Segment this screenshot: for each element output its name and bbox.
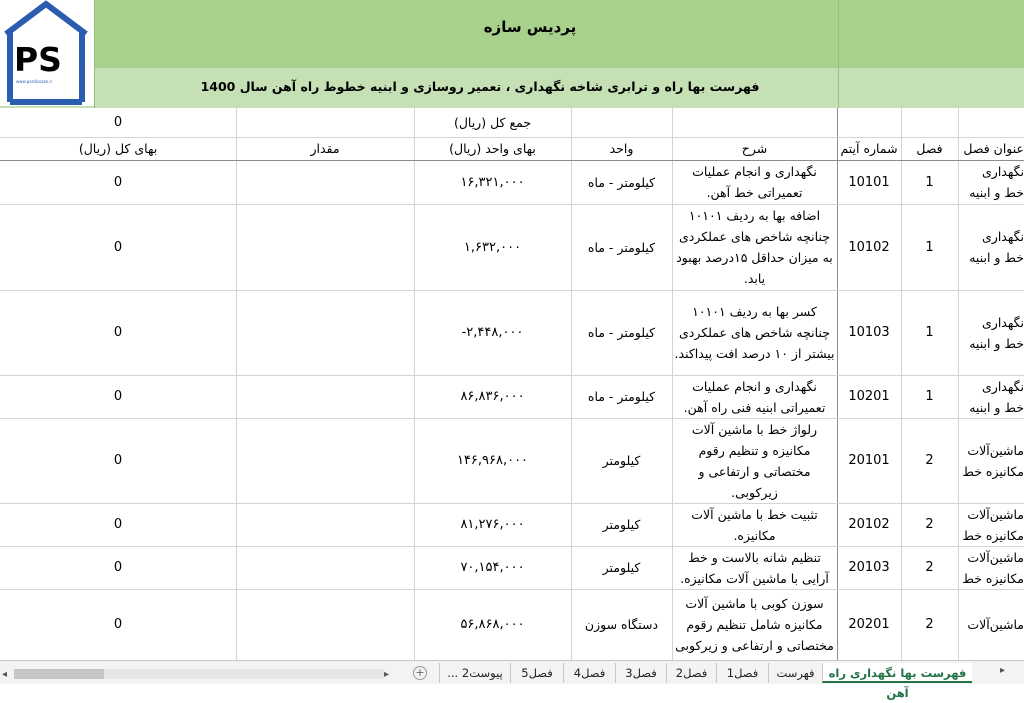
cell-chapter-title[interactable]: ماشین‌آلات مکانیزه خط <box>962 549 1024 586</box>
cell-unit-price[interactable]: ۱,۶۳۲,۰۰۰ <box>463 239 522 255</box>
cell-unit-price[interactable]: ۷۰,۱۵۴,۰۰۰ <box>460 560 525 575</box>
cell-item-no[interactable]: 10102 <box>848 239 890 255</box>
cell-item-no[interactable]: 20201 <box>848 617 890 632</box>
col-header-chapter[interactable]: فصل <box>916 141 943 156</box>
col-header-item-no[interactable]: شماره آیتم <box>840 141 898 156</box>
cell-chapter-title[interactable]: ماشین‌آلات مکانیزه خط <box>962 442 1024 479</box>
cell-item-no[interactable]: 10201 <box>848 389 890 404</box>
cell-description[interactable]: نگهداری و انجام عملیات تعمیراتی ابنیه فنی راه آهن. <box>683 378 826 415</box>
cell-item-no[interactable]: 20102 <box>848 517 890 532</box>
scroll-right-icon[interactable]: ▸ <box>384 669 390 680</box>
sheet-tab[interactable]: پیوست2 ... <box>439 663 510 683</box>
cell-chapter[interactable]: 1 <box>925 239 934 255</box>
cell-description[interactable]: تنظیم شانه بالاست و خط آرایی با ماشین آلات مکانیزه. <box>680 549 829 586</box>
cell-chapter-title[interactable]: ماشین‌آلات مکانیزه خط <box>962 506 1024 543</box>
grand-total-value[interactable]: 0 <box>113 115 123 130</box>
cell-item-no[interactable]: 20103 <box>848 560 890 575</box>
sheet-tab[interactable]: فصل2 <box>666 663 716 683</box>
sheet-tab[interactable]: فهرست بها نگهداری راه آهن <box>822 663 972 683</box>
cell-quantity[interactable] <box>236 160 414 204</box>
cell-chapter[interactable]: 2 <box>925 517 934 532</box>
sheet-tab[interactable]: فهرست <box>768 663 822 683</box>
cell-total-price[interactable]: 0 <box>113 453 123 468</box>
tab-scroll-right-icon[interactable]: ▸ <box>1000 665 1006 676</box>
cell-total-price[interactable]: 0 <box>113 617 123 632</box>
col-header-chapter-title[interactable]: عنوان فصل <box>963 141 1024 156</box>
cell-chapter-title[interactable]: نگهداری خط و ابنیه <box>969 378 1024 415</box>
cell-item-no[interactable]: 20101 <box>848 453 890 468</box>
cell-chapter-title[interactable]: نگهداری خط و ابنیه <box>969 229 1024 265</box>
cell-total-price[interactable]: 0 <box>113 239 123 255</box>
cell-item-no[interactable]: 10103 <box>848 325 890 340</box>
sheet-title[interactable]: پردیس سازه <box>483 18 577 36</box>
company-logo <box>0 0 94 106</box>
cell-quantity[interactable] <box>236 375 414 418</box>
horizontal-scrollbar[interactable] <box>0 665 400 681</box>
cell-chapter[interactable]: 1 <box>925 389 934 404</box>
col-header-unit-price[interactable]: بهای واحد (ریال) <box>449 141 536 156</box>
cell-chapter[interactable]: 2 <box>925 453 934 468</box>
scroll-left-icon[interactable]: ◂ <box>2 669 8 680</box>
sheet-tab[interactable]: فصل4 <box>563 663 615 683</box>
cell-description[interactable]: سوزن کوبی با ماشین آلات مکانیزه شامل تنظیم رقوم مختصاتی و ارتفاعی و زیرکوبی <box>675 596 834 653</box>
cell-description[interactable]: کسر بها به ردیف ۱۰۱۰۱ چنانچه شاخص های عملکردی بیشتر از ۱۰ درصد افت پیداکند. <box>674 304 835 361</box>
cell-description[interactable]: اضافه بها به ردیف ۱۰۱۰۱ چنانچه شاخص های عملکردی به میزان حداقل ۱۵درصد بهبود یابد. <box>676 208 833 286</box>
cell-unit-price[interactable]: ۱۶,۳۲۱,۰۰۰ <box>460 174 525 190</box>
cell-description[interactable]: تثبیت خط با ماشین آلات مکانیزه. <box>691 506 818 543</box>
header-divider <box>94 0 95 108</box>
grand-total-label[interactable]: جمع کل (ریال) <box>453 115 532 130</box>
sheet-tab-bar <box>0 660 1024 700</box>
cell-total-price[interactable]: 0 <box>113 517 123 532</box>
cell-unit-price[interactable]: ۸۱,۲۷۶,۰۰۰ <box>460 517 525 532</box>
cell-total-price[interactable]: 0 <box>113 174 123 190</box>
cell-unit-price[interactable]: -۲,۴۴۸,۰۰۰ <box>461 325 524 340</box>
logo-text: PS <box>14 40 62 79</box>
cell-quantity[interactable] <box>236 546 414 589</box>
cell-unit[interactable]: دستگاه سوزن <box>584 617 659 632</box>
spreadsheet-grid[interactable] <box>0 108 1024 660</box>
cell-quantity[interactable] <box>236 503 414 546</box>
cell-chapter[interactable]: 1 <box>925 325 934 340</box>
cell-unit-price[interactable]: ۵۶,۸۶۸,۰۰۰ <box>460 617 525 632</box>
cell-unit[interactable]: کیلومتر <box>602 453 641 468</box>
header-divider <box>838 0 839 108</box>
cell-chapter-title[interactable]: ماشین‌آلات <box>967 617 1024 632</box>
cell-quantity[interactable] <box>236 204 414 290</box>
cell-item-no[interactable]: 10101 <box>848 174 890 190</box>
cell-unit[interactable]: کیلومتر - ماه <box>587 389 656 404</box>
cell-unit-price[interactable]: ۱۴۶,۹۶۸,۰۰۰ <box>456 453 529 468</box>
cell-unit[interactable]: کیلومتر - ماه <box>587 325 656 340</box>
cell-quantity[interactable] <box>236 418 414 503</box>
cell-quantity[interactable] <box>236 589 414 660</box>
sheet-subtitle[interactable]: فهرست بها راه و ترابری شاخه نگهداری ، تعمیر روسازی و ابنیه خطوط راه آهن سال 1400 <box>200 79 760 94</box>
sheet-tab[interactable]: فصل1 <box>716 663 768 683</box>
scrollbar-thumb[interactable] <box>14 669 104 679</box>
sheet-tab[interactable]: فصل3 <box>615 663 666 683</box>
col-header-quantity[interactable]: مقدار <box>310 141 340 156</box>
logo-tagline: www.pardissaze.ir <box>16 79 53 84</box>
add-sheet-icon[interactable]: + <box>413 666 427 680</box>
cell-total-price[interactable]: 0 <box>113 389 123 404</box>
cell-chapter-title[interactable]: نگهداری خط و ابنیه <box>969 164 1024 200</box>
cell-chapter-title[interactable]: نگهداری خط و ابنیه <box>969 314 1024 351</box>
cell-description[interactable]: رلواژ خط با ماشین آلات مکانیزه و تنظیم رقوم مختصاتی و ارتفاعی و زیرکوبی. <box>691 421 818 500</box>
cell-unit[interactable]: کیلومتر - ماه <box>587 174 656 190</box>
cell-total-price[interactable]: 0 <box>113 560 123 575</box>
cell-description[interactable]: نگهداری و انجام عملیات تعمیراتی خط آهن. <box>692 164 817 200</box>
cell-unit[interactable]: کیلومتر <box>602 517 641 532</box>
col-header-unit[interactable]: واحد <box>609 141 634 156</box>
cell-chapter[interactable]: 1 <box>925 174 934 190</box>
cell-quantity[interactable] <box>236 290 414 375</box>
col-header-description[interactable]: شرح <box>741 141 768 156</box>
cell-unit[interactable]: کیلومتر - ماه <box>587 239 656 255</box>
cell-chapter[interactable]: 2 <box>925 617 934 632</box>
sheet-tab[interactable]: فصل5 <box>510 663 563 683</box>
cell-unit[interactable]: کیلومتر <box>602 560 641 575</box>
cell-total-price[interactable]: 0 <box>113 325 123 340</box>
col-header-total-price[interactable]: بهای کل (ریال) <box>78 141 158 156</box>
cell-unit-price[interactable]: ۸۶,۸۳۶,۰۰۰ <box>460 389 525 404</box>
cell-chapter[interactable]: 2 <box>925 560 934 575</box>
